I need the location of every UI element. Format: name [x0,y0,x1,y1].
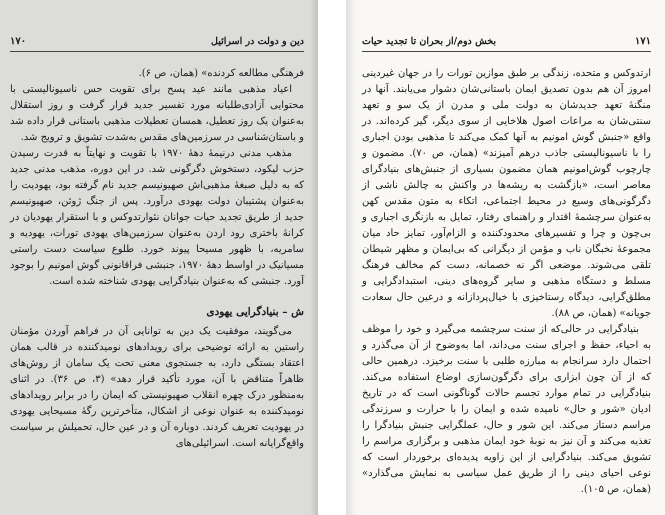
left-page-header [10,34,304,52]
right-paragraph-2: بنیادگرایی در حالی‌که از سنت سرچشمه می‌گیرد و خود را موظف به احیاء، حفظ و اجرای سنت می‌داند، اما به‌وضوح از آن می‌گذرد و احتمال دارد سرانجام به مبارزه طلبی با سنت برخیزد. درهمین حالی که از آن چون ابزاری برای دگرگون‌سازی اوضاع استفاده می‌کند. بنیادگرایی در تمام موارد تجسم حالات گوناگونی است که در تاریخ ادیان «شور و حال» نامیده شده و ایمان را با حرارت و سرزندگی مراسم دستاز می‌کند. این شور و حال، عملگرایی جنبش بنیادگرا را تغذیه می‌کند و آن نیز به نوبهٔ خود ایمان مذهبی و برگزاری مراسم را تشویق می‌کند. بنیادگرایی از این زاویه پدیده‌ای برخوردار است که نوعی احیای دینی را از طریق عمل سیاسی به نمایش می‌گذارد» (همان، ص ۱۰۵). [362,324,651,495]
right-page-body [362,66,651,498]
right-page-number: ۱۷۱ [634,35,651,47]
section-heading: ش – بنیادگرایی یهودی [206,306,304,318]
spine-shadow-left [310,0,318,515]
left-section-paragraph: می‌گویند، موفقیت یک دین به توانایی آن در فراهم آوردن مؤمنان راستین به ارائه توضیحی برای رویدادهای نومیدکننده در قالب همان اعتقاد بستگی دارد، به جستجوی معنی تحت یک سامان از روش‌های ظاهراً متناقض با آن، مورد تأکید قرار دهد» (۳، ص ۳۶). در اثنای به‌منظور درک چهره انقلاب صهیونیستی که ایمان را در برابر رویدادهای نومیدکننده به عنوان نوعی از اشکال، متأخرترین رگهٔ مسیحایی یهودی در یهودیت تعریف کردند. دوباره آن و در عین حال، تحمیلش بر سیاست واقع‌گرایانه است. اسرائیلی‌های [10,326,304,449]
left-page-body [10,66,304,452]
right-paragraph-1: ارتدوکس و متحده، زندگی بر طبق موازین تورات را در جهان غیردینی امروز آن هم بدون تصدیق ایمان باستانی‌شان دشوار می‌یابند. آنها در منگنهٔ تعهد جدیدشان به دولت ملی و مدرن از یک سو و تعهد سنتی‌شان به مراعات اصول هلاخایی از سوی دیگر، گیر کرده‌اند. در واقع «جنبش گوش امونیم به آنها کمک می‌کند تا مذهبی بودن اجباری را با ناسیونالیستی جاذب درهم آمیزند» (همان، ص ۷۰). مضمون و چارچوب گوش‌امونیم همان مضمون بسیاری از جنبش‌های بنیادگرای معاصر است، «بازگشت به ریشه‌ها در واکنش به چالش ناشی از دگرگونی‌های وسیع در محیط اجتماعی، اتکاء به متون مقدس کهن به‌عنوان سرچشمهٔ اقتدار و راهنمای رفتار، تمایل به بازنگری اجباری و بی‌چون و چرا و تفسیرهای محدودکننده و الزام‌آور، تمایز حاد میان مجموعهٔ نخبگان ناب و مؤمن از دیگرانی که بی‌ایمان و مظهر شیطان تلقی می‌شوند. موضعی اگر نه خصمانه، دست کم مخالف فرهنگ مسلط و دستگاه مذهبی و سایر گروه‌های دینی، استبدادگرایی و مطلق‌گرایی، دیدگاه رستاخیزی با خیال‌پردازانه و درعین حال سعادت جویانه» (همان، ص ۸۸). [362,68,651,319]
left-paragraph-1: فرهنگی مطالعه کرد‌نده» (همان، ص ۶). [138,68,304,79]
right-running-title: بخش دوم/از بحران تا تجدید حیات [362,35,496,47]
left-running-title: دین و دولت در اسرائیل [211,35,304,47]
right-page-header [362,34,651,52]
left-paragraph-3: مذهب مدنی درنیمهٔ دههٔ ۱۹۷۰ با تقویت و نهایتاً به قدرت رسیدن حزب لیکود، دستخوش دگرگونی شد. در این دوره، مذهب مدنی جدید که به دلیل صبغهٔ مذهبی‌اش صهیونیسم جدید نام گرفته بود، یهودیت را به‌عنوان پشتیبان دولت یهودی درآورد. پس از جنگ ژوئن، صهیونیسم جدید از طریق تجدید حیات جوانان نئوارتدوکس و با استقرار یهودیان در کرانهٔ باختری رود اردن به‌عنوان سرزمین‌های یهودی تورات، یهودیه و سامریه، با ظهور مسیحا پیوند خورد. طلوع سیاست دست راستی مسیانیک در اواسط دههٔ ۱۹۷۰، جنبشی فراقانونی گوش امونیم را بوجود آورد. جنبشی که به‌عنوان بنیادگرایی یهودی شناخته شده است. [10,148,304,287]
spine-shadow-right [346,0,356,515]
right-page [346,0,665,515]
left-paragraph-2: اعیاد مذهبی مانند عید پسح برای تقویت حس ناسیونالیستی با محتوایی آزادی‌طلبانه مورد تفسیر جدید قرار گرفت و روز استقلال به‌عنوان یک روز تعطیل، همسان تعطیلات مذهبی باستانی قرار داده شد و باستان‌شناسی در سرزمین‌های مقدس به‌شدت تشویق و ترویج شد. [10,84,304,143]
left-page [0,0,318,515]
left-page-number: ۱۷۰ [10,35,27,47]
book-spine [318,0,346,515]
